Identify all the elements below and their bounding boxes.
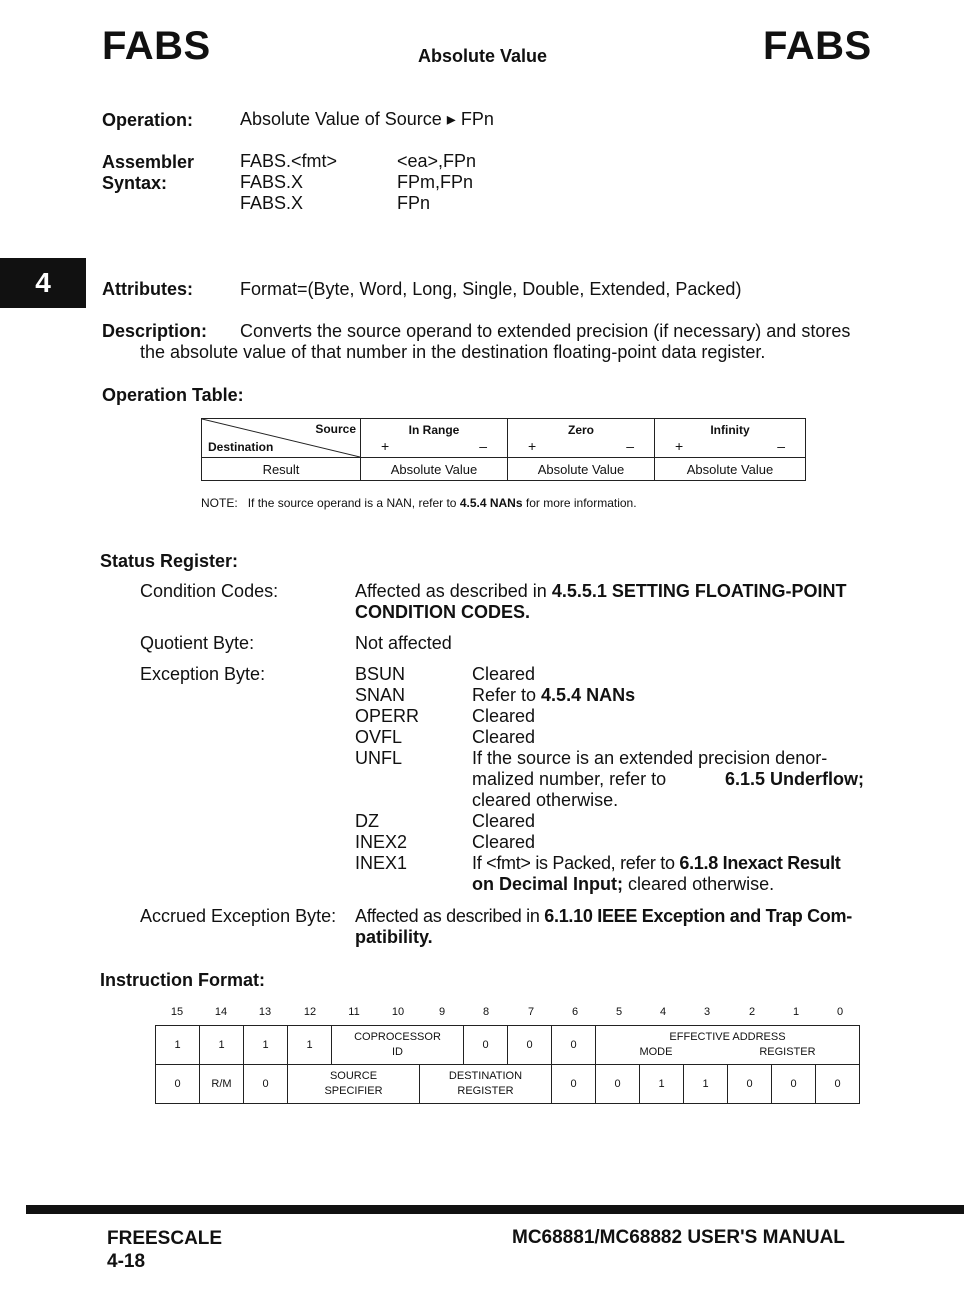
bit-cell: 1 (684, 1065, 728, 1104)
exception-name: OVFL (355, 727, 403, 747)
ea-mode: MODE (639, 1046, 673, 1058)
bit-cell: 0 (508, 1026, 552, 1065)
source-label: SOURCE (329, 1070, 378, 1082)
unfl-bold: 6.1.5 Underflow; (724, 769, 864, 789)
bit-cell: 0 (156, 1065, 200, 1104)
destination-register-field (420, 1065, 552, 1104)
destination-label: DESTINATION (448, 1070, 523, 1082)
bit-number: 4 (659, 1006, 667, 1018)
header-left-title: FABS (102, 24, 211, 68)
footer-rule (26, 1205, 964, 1214)
bit-cell: 1 (200, 1026, 244, 1065)
accrued-label: Accrued Exception Byte: (140, 906, 337, 926)
inex1-line-2 (472, 874, 774, 895)
bit-number: 14 (214, 1006, 228, 1018)
description-line-1: Converts the source operand to extended precision (if necessary) and stores (240, 321, 851, 341)
snan-bold: 4.5.4 NANs (541, 685, 636, 705)
operation-table (201, 418, 806, 481)
plus-sign: + (675, 438, 684, 454)
bit-number: 10 (391, 1006, 405, 1018)
plus-sign: + (381, 438, 390, 454)
source-specifier-field (288, 1065, 420, 1104)
assembler-mnemonic: FABS.X (240, 172, 304, 192)
column-header (508, 419, 655, 458)
snan-prefix: Refer to (472, 685, 537, 705)
inex1-prefix: If <fmt> is Packed, refer to (472, 853, 675, 873)
bit-cell: 0 (464, 1026, 508, 1065)
bit-number: 0 (836, 1006, 844, 1018)
unfl-line-3: cleared otherwise. (472, 790, 619, 810)
minus-sign: – (777, 438, 785, 454)
footer-manual-title: MC68881/MC68882 USER'S MANUAL (512, 1227, 845, 1248)
bit-number: 11 (348, 1006, 360, 1018)
instruction-format-title: Instruction Format: (100, 970, 265, 990)
exception-value (472, 685, 635, 706)
exception-name: UNFL (355, 748, 403, 768)
inex1-suffix: cleared otherwise. (628, 874, 775, 894)
column-in-range: In Range (408, 423, 460, 437)
word-2-row (156, 1065, 860, 1104)
inex1-bold: 6.1.8 Inexact Result (679, 853, 841, 873)
accrued-prefix: Affected as described in (355, 906, 540, 926)
plus-sign: + (528, 438, 537, 454)
bit-numbers (155, 1006, 863, 1022)
bit-cell: 1 (640, 1065, 684, 1104)
exception-value: Cleared (472, 664, 536, 684)
bit-cell: 0 (552, 1026, 596, 1065)
exception-value: Cleared (472, 727, 536, 747)
bit-number: 9 (438, 1006, 446, 1018)
assembler-operands: FPm,FPn (397, 172, 474, 192)
bit-number: 1 (792, 1006, 800, 1018)
condition-codes-bold-2: CONDITION CODES. (355, 602, 531, 622)
ea-subfields (596, 1045, 859, 1060)
bit-cell: 1 (244, 1026, 288, 1065)
table-corner-cell (202, 419, 361, 458)
attributes-text: Format=(Byte, Word, Long, Single, Double, Extended, Packed) (240, 279, 742, 299)
assembler-label-2: Syntax: (102, 173, 168, 193)
condition-codes-bold: 4.5.5.1 SETTING FLOATING-POINT (551, 581, 847, 601)
exception-name: BSUN (355, 664, 406, 684)
assembler-mnemonic: FABS.X (240, 193, 304, 213)
unfl-line-2 (472, 769, 864, 790)
bit-number: 12 (303, 1006, 317, 1018)
accrued-bold-2: patibility. (355, 927, 433, 947)
column-zero: Zero (567, 423, 594, 437)
word-1-row (156, 1026, 860, 1065)
table-cell: Absolute Value (508, 458, 655, 481)
exception-label: Exception Byte: (140, 664, 266, 684)
bit-number: 13 (258, 1006, 272, 1018)
effective-address-field (596, 1026, 860, 1065)
bit-number: 5 (615, 1006, 623, 1018)
assembler-operands: FPn (397, 193, 431, 213)
unfl-line-1: If the source is an extended precision denor- (472, 748, 828, 768)
operation-text: Absolute Value of Source ▸ FPn (240, 109, 494, 129)
bit-number: 15 (170, 1006, 184, 1018)
bit-number: 6 (571, 1006, 579, 1018)
column-header (655, 419, 806, 458)
header-right-title: FABS (763, 24, 872, 68)
section-tab: 4 (0, 258, 86, 308)
specifier-label: SPECIFIER (324, 1085, 383, 1097)
column-infinity: Infinity (710, 423, 750, 437)
id-label: ID (392, 1046, 403, 1058)
bit-cell: 0 (552, 1065, 596, 1104)
exception-value: Cleared (472, 811, 536, 831)
condition-codes-text (355, 581, 847, 602)
exception-name: SNAN (355, 685, 406, 705)
quotient-value: Not affected (355, 633, 452, 653)
assembler-label-1: Assembler (102, 152, 195, 172)
condition-codes-prefix: Affected as described in (355, 581, 547, 601)
bit-cell: 0 (772, 1065, 816, 1104)
bit-number: 7 (527, 1006, 535, 1018)
unfl-prefix: malized number, refer to (472, 769, 667, 789)
operation-label: Operation: (102, 110, 194, 130)
operation-table-title: Operation Table: (102, 385, 244, 405)
corner-destination-label: Destination (208, 440, 274, 454)
corner-source-label: Source (315, 422, 356, 436)
column-header (361, 419, 508, 458)
note-text: If the source operand is a NAN, refer to (247, 496, 457, 510)
assembler-operands: <ea>,FPn (397, 151, 477, 171)
attributes-label: Attributes: (102, 279, 193, 299)
exception-name: INEX2 (355, 832, 408, 852)
bit-cell: 0 (244, 1065, 288, 1104)
quotient-label: Quotient Byte: (140, 633, 255, 653)
ea-title: EFFECTIVE ADDRESS (669, 1031, 786, 1043)
exception-name: DZ (355, 811, 379, 831)
bit-number: 2 (748, 1006, 756, 1018)
bit-cell: 0 (596, 1065, 640, 1104)
coprocessor-id-field (332, 1026, 464, 1065)
row-label: Result (202, 458, 361, 481)
exception-value: Cleared (472, 832, 536, 852)
exception-name: OPERR (355, 706, 420, 726)
minus-sign: – (479, 438, 487, 454)
inex1-bold: on Decimal Input; (472, 874, 624, 894)
exception-value: Cleared (472, 706, 536, 726)
footer-page-number: 4-18 (107, 1251, 146, 1272)
operation-table-note (201, 496, 637, 510)
assembler-mnemonic: FABS.<fmt> (240, 151, 338, 171)
description-label: Description: (102, 321, 208, 341)
accrued-bold: 6.1.10 IEEE Exception and Trap Com- (544, 906, 852, 926)
coprocessor-label: COPROCESSOR (354, 1031, 441, 1043)
minus-sign: – (626, 438, 634, 454)
bit-cell: 0 (816, 1065, 860, 1104)
bit-number: 8 (482, 1006, 490, 1018)
note-prefix: NOTE: (201, 496, 238, 510)
register-label: REGISTER (457, 1085, 514, 1097)
bit-cell: 1 (288, 1026, 332, 1065)
exception-name: INEX1 (355, 853, 408, 873)
inex1-line-1 (472, 853, 840, 874)
bit-number: 3 (703, 1006, 711, 1018)
note-bold: 4.5.4 NANs (459, 496, 523, 510)
condition-codes-label: Condition Codes: (140, 581, 279, 601)
bit-cell: R/M (200, 1065, 244, 1104)
header-center-title: Absolute Value (418, 46, 548, 66)
description-line-2: the absolute value of that number in the destination floating-point data register. (140, 342, 766, 362)
status-register-title: Status Register: (100, 551, 239, 571)
footer-company: FREESCALE (107, 1228, 223, 1249)
note-text: for more information. (525, 496, 637, 510)
table-cell: Absolute Value (361, 458, 508, 481)
bit-cell: 1 (156, 1026, 200, 1065)
accrued-text (355, 906, 852, 927)
bit-cell: 0 (728, 1065, 772, 1104)
table-cell: Absolute Value (655, 458, 806, 481)
instruction-format-table (155, 1025, 860, 1104)
ea-register: REGISTER (759, 1046, 816, 1058)
